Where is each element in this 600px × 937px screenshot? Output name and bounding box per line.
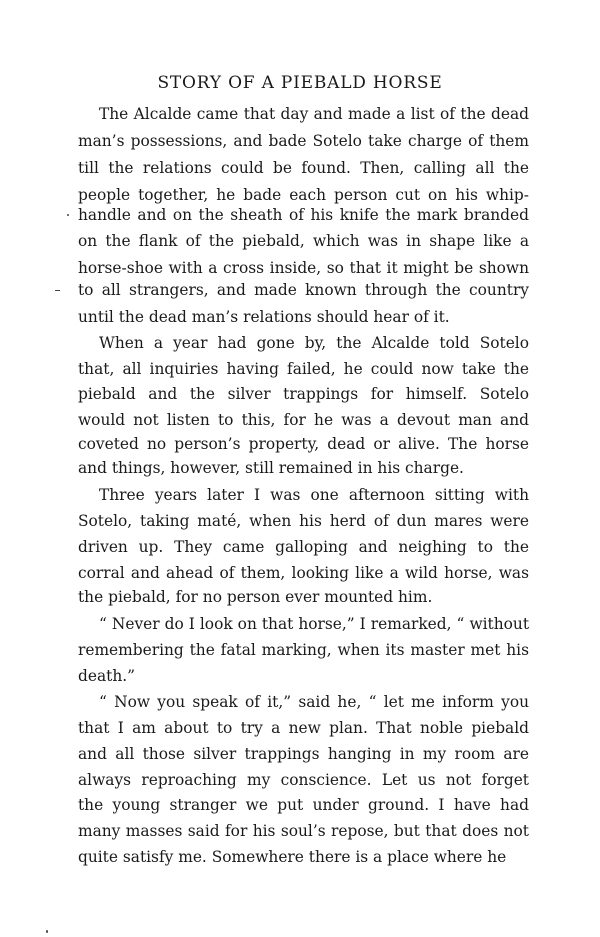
text-line: When a year had gone by, the Alcalde told Sotelo — [99, 334, 529, 352]
text-line: quite satisfy me. Somewhere there is a place where he — [78, 848, 507, 866]
ink-speck — [67, 214, 69, 216]
text-line: on the flank of the piebald, which was in shape like a — [78, 232, 529, 250]
text-line: man’s possessions, and bade Sotelo take charge of them — [78, 132, 529, 150]
text-line: coveted no person’s property, dead or alive. The horse — [78, 435, 529, 453]
text-line: the piebald, for no person ever mounted him. — [78, 588, 433, 606]
text-line: that, all inquiries having failed, he could now take the — [78, 360, 529, 378]
text-line: until the dead man’s relations should hear of it. — [78, 308, 450, 326]
text-line: that I am about to try a new plan. That noble piebald — [78, 719, 529, 737]
text-line: corral and ahead of them, looking like a wild horse, was — [78, 564, 529, 582]
text-line: piebald and the silver trappings for himself. Sotelo — [78, 385, 529, 403]
text-line: “ Never do I look on that horse,” I remarked, “ without — [99, 615, 529, 633]
text-line: The Alcalde came that day and made a list of the dead — [99, 105, 529, 123]
text-line: “ Now you speak of it,” said he, “ let me inform you — [99, 693, 529, 711]
text-line: till the relations could be found. Then, calling all the — [78, 159, 529, 177]
ink-speck — [46, 930, 48, 933]
text-line: driven up. They came galloping and neighing to the — [78, 538, 529, 556]
text-line: handle and on the sheath of his knife the mark branded — [78, 206, 529, 224]
text-line: remembering the fatal marking, when its master met his — [78, 641, 529, 659]
text-line: many masses said for his soul’s repose, but that does not — [78, 822, 529, 840]
text-line: always reproaching my conscience. Let us not forget — [78, 771, 529, 789]
text-line: horse-shoe with a cross inside, so that it might be shown — [78, 259, 529, 277]
text-line: and things, however, still remained in his charge. — [78, 459, 464, 477]
ink-speck — [55, 290, 60, 291]
text-line: Three years later I was one afternoon sitting with — [99, 486, 529, 504]
text-line: to all strangers, and made known through the country — [78, 281, 529, 299]
text-line: people together, he bade each person cut on his whip- — [78, 186, 529, 204]
text-line: would not listen to this, for he was a devout man and — [78, 411, 529, 429]
text-line: death.” — [78, 667, 135, 685]
text-line: and all those silver trappings hanging in my room are — [78, 745, 529, 763]
text-line: Sotelo, taking maté, when his herd of dun mares were — [78, 512, 529, 530]
text-line: the young stranger we put under ground. I have had — [78, 796, 529, 814]
page-title: STORY OF A PIEBALD HORSE — [157, 73, 443, 93]
